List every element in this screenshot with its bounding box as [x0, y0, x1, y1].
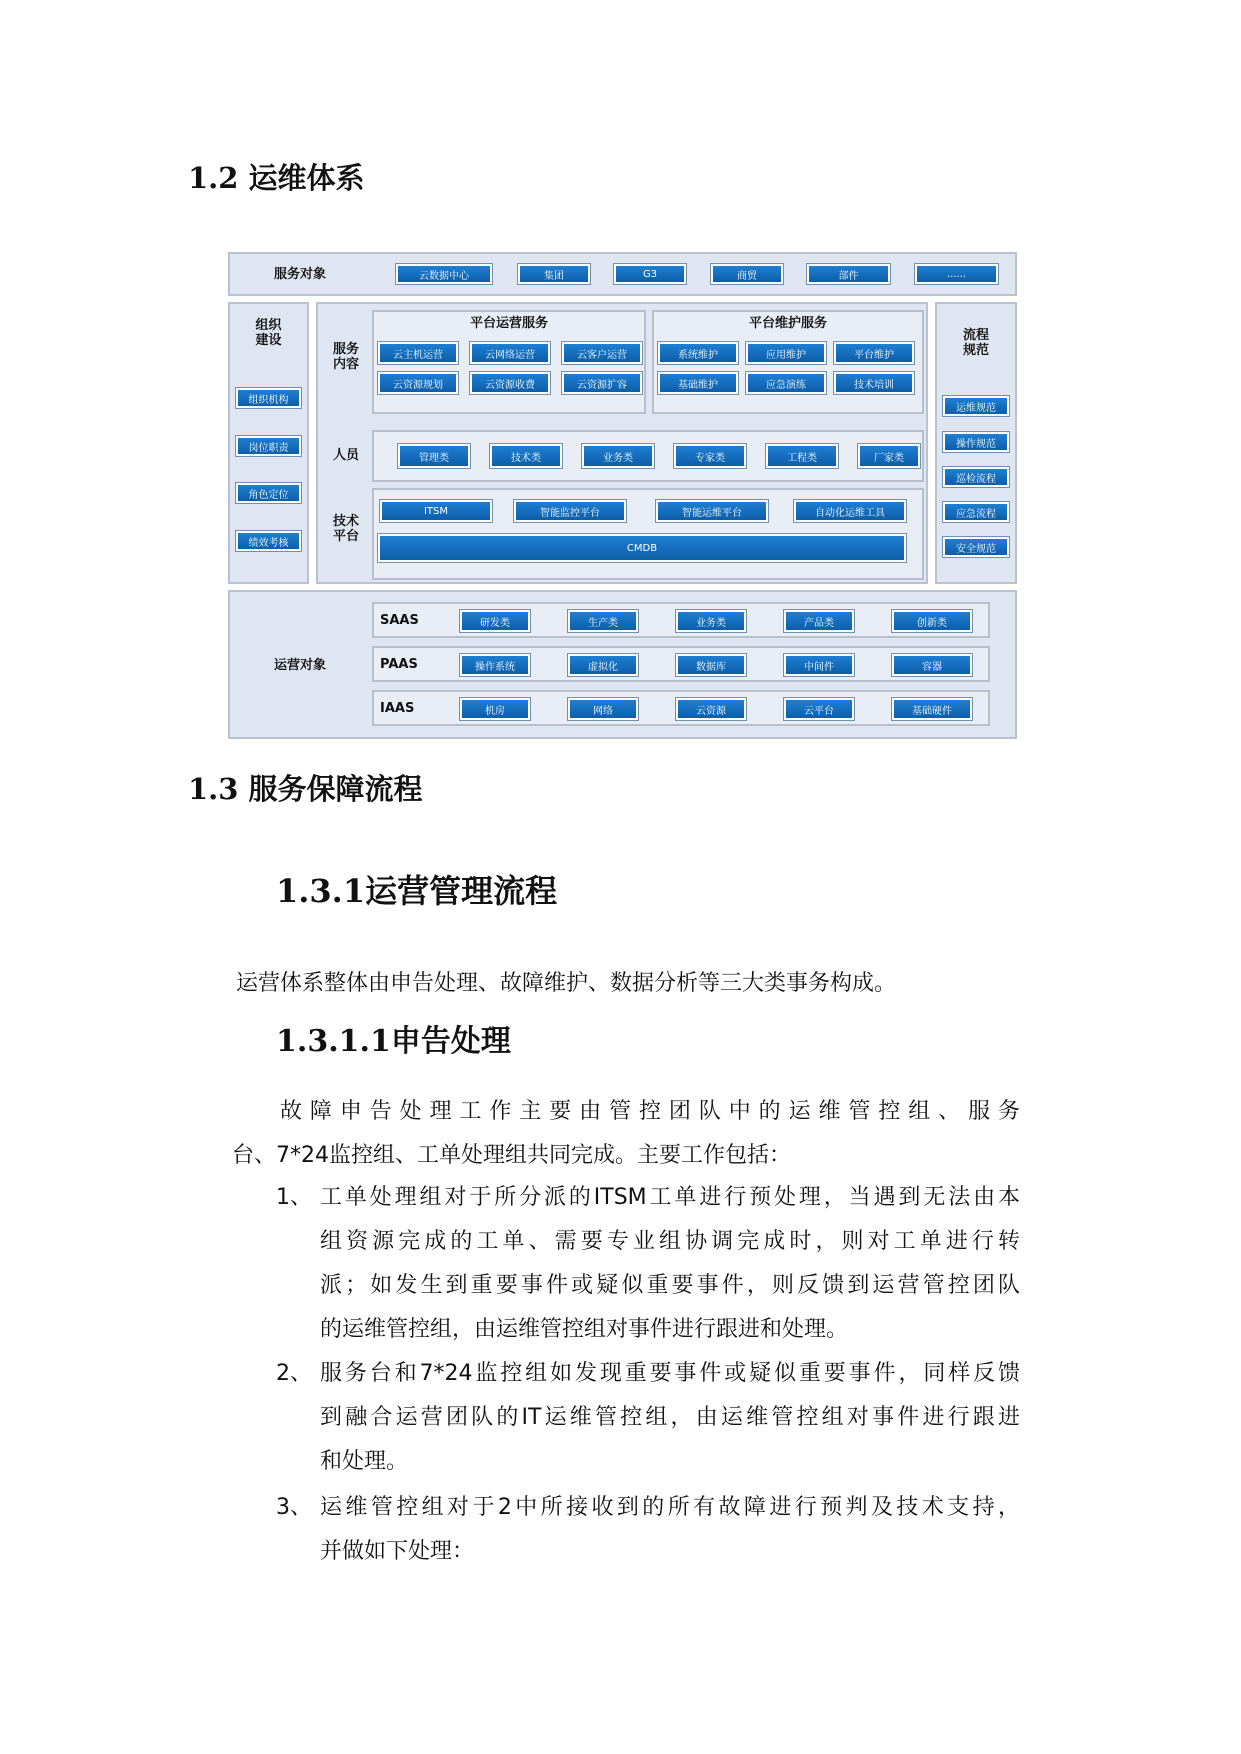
- tech-item: 智能监控平台: [514, 500, 626, 522]
- staff-label: 人员: [332, 448, 359, 463]
- platform-maint-title: 平台维护服务: [748, 316, 827, 331]
- platform-maint-panel: [652, 310, 924, 414]
- list-item-num: 3、: [276, 1495, 312, 1520]
- service-target-item: 集团: [518, 264, 590, 284]
- tech-platform-panel: [372, 488, 924, 580]
- process-panel: [935, 302, 1017, 584]
- staff-item: 厂家类: [858, 444, 920, 468]
- list-line: 派；如发生到重要事件或疑似重要事件，则反馈到运营管控团队: [320, 1273, 1020, 1298]
- org-panel: [228, 302, 309, 584]
- platform-ops-item: 云主机运营: [378, 342, 458, 364]
- platform-maint-item: 应用维护: [746, 342, 826, 364]
- body-paragraph: [232, 1090, 1020, 1178]
- list-line: 工单处理组对于所分派的ITSM工单进行预处理，当遇到无法由本: [320, 1185, 1020, 1210]
- staff-item: 技术类: [490, 444, 562, 468]
- paas-label: PAAS: [380, 657, 418, 672]
- paas-item: 数据库: [676, 654, 746, 676]
- paas-item: 中间件: [784, 654, 854, 676]
- service-content-label: 服务 内容: [332, 342, 359, 372]
- service-target-item: 商贸: [711, 264, 783, 284]
- staff-item: 业务类: [582, 444, 654, 468]
- heading-1-2: 1.2 运维体系: [188, 161, 365, 195]
- org-label: 组织 建设: [255, 318, 282, 348]
- iaas-layer: [372, 690, 990, 726]
- heading-1-3-1: 1.3.1运营管理流程: [276, 872, 558, 910]
- paragraph-line: 故障申告处理工作主要由管控团队中的运维管控组、服务: [280, 1099, 1020, 1124]
- list-item-num: 2、: [276, 1361, 312, 1386]
- service-target-item: 云数据中心: [396, 264, 492, 284]
- org-item: 岗位职责: [236, 436, 301, 456]
- org-item: 绩效考核: [236, 531, 301, 551]
- service-target-label: 服务对象: [273, 267, 326, 282]
- ops-system-diagram: [228, 252, 1017, 739]
- org-item: 角色定位: [236, 483, 301, 503]
- list-line: 服务台和7*24监控组如发现重要事件或疑似重要事件，同样反馈: [320, 1361, 1020, 1386]
- platform-maint-item: 应急演练: [746, 372, 826, 394]
- paas-item: 操作系统: [460, 654, 530, 676]
- paragraph-line: 台、7*24监控组、工单处理组共同完成。主要工作包括：: [232, 1143, 791, 1168]
- iaas-item: 云资源: [676, 698, 746, 720]
- paas-item: 虚拟化: [568, 654, 638, 676]
- ops-target-panel: [228, 590, 1017, 739]
- tech-item: ITSM: [380, 500, 492, 522]
- list-line: 并做如下处理：: [320, 1539, 475, 1564]
- list-line: 到融合运营团队的IT运维管控组，由运维管控组对事件进行跟进: [320, 1405, 1020, 1430]
- tech-platform-label: 技术 平台: [332, 514, 359, 544]
- heading-1-3-1-1: 1.3.1.1申告处理: [276, 1024, 511, 1059]
- service-target-panel: [228, 252, 1017, 296]
- list-item-num: 1、: [276, 1185, 312, 1210]
- iaas-item: 基础硬件: [892, 698, 972, 720]
- saas-item: 研发类: [460, 610, 530, 632]
- process-item: 操作规范: [943, 432, 1009, 452]
- paas-layer: [372, 646, 990, 682]
- list-item: [320, 1486, 1020, 1574]
- staff-panel: [372, 430, 924, 482]
- staff-item: 专家类: [674, 444, 746, 468]
- paas-item: 容器: [892, 654, 972, 676]
- list-line: 和处理。: [320, 1449, 409, 1474]
- staff-item: 管理类: [398, 444, 470, 468]
- platform-ops-panel: [372, 310, 646, 414]
- saas-item: 创新类: [892, 610, 972, 632]
- platform-ops-item: 云网络运营: [470, 342, 550, 364]
- process-item: 应急流程: [943, 502, 1009, 522]
- platform-maint-item: 基础维护: [658, 372, 738, 394]
- service-target-item: ......: [915, 264, 998, 284]
- ops-target-label: 运营对象: [273, 658, 326, 673]
- org-item: 组织机构: [236, 388, 301, 408]
- saas-item: 生产类: [568, 610, 638, 632]
- tech-item: 智能运维平台: [656, 500, 768, 522]
- platform-maint-item: 平台维护: [834, 342, 914, 364]
- process-item: 巡检流程: [943, 467, 1009, 487]
- platform-ops-item: 云资源收费: [470, 372, 550, 394]
- intro-paragraph: 运营体系整体由申告处理、故障维护、数据分析等三大类事务构成。: [236, 971, 897, 996]
- saas-layer: [372, 602, 990, 638]
- saas-item: 产品类: [784, 610, 854, 632]
- process-item: 运维规范: [943, 396, 1009, 416]
- list-line: 组资源完成的工单、需要专业组协调完成时，则对工单进行转: [320, 1229, 1020, 1254]
- platform-maint-item: 系统维护: [658, 342, 738, 364]
- process-item: 安全规范: [943, 537, 1009, 557]
- heading-1-3: 1.3 服务保障流程: [188, 772, 423, 806]
- iaas-item: 机房: [460, 698, 530, 720]
- list-line: 运维管控组对于2中所接收到的所有故障进行预判及技术支持，: [320, 1495, 1020, 1520]
- process-label: 流程 规范: [962, 328, 989, 358]
- platform-ops-title: 平台运营服务: [469, 316, 548, 331]
- saas-item: 业务类: [676, 610, 746, 632]
- center-panel: [316, 302, 928, 584]
- iaas-item: 网络: [568, 698, 638, 720]
- list-line: 的运维管控组，由运维管控组对事件进行跟进和处理。: [320, 1317, 849, 1342]
- cmdb-bar: CMDB: [378, 534, 906, 562]
- platform-ops-item: 云客户运营: [562, 342, 642, 364]
- saas-label: SAAS: [380, 613, 419, 628]
- list-item: [320, 1352, 1020, 1484]
- service-target-item: G3: [614, 264, 686, 284]
- platform-maint-item: 技术培训: [834, 372, 914, 394]
- list-item: [320, 1176, 1020, 1352]
- service-target-item: 部件: [807, 264, 890, 284]
- platform-ops-item: 云资源规划: [378, 372, 458, 394]
- iaas-label: IAAS: [380, 701, 415, 716]
- platform-ops-item: 云资源扩容: [562, 372, 642, 394]
- tech-item: 自动化运维工具: [794, 500, 906, 522]
- iaas-item: 云平台: [784, 698, 854, 720]
- staff-item: 工程类: [766, 444, 838, 468]
